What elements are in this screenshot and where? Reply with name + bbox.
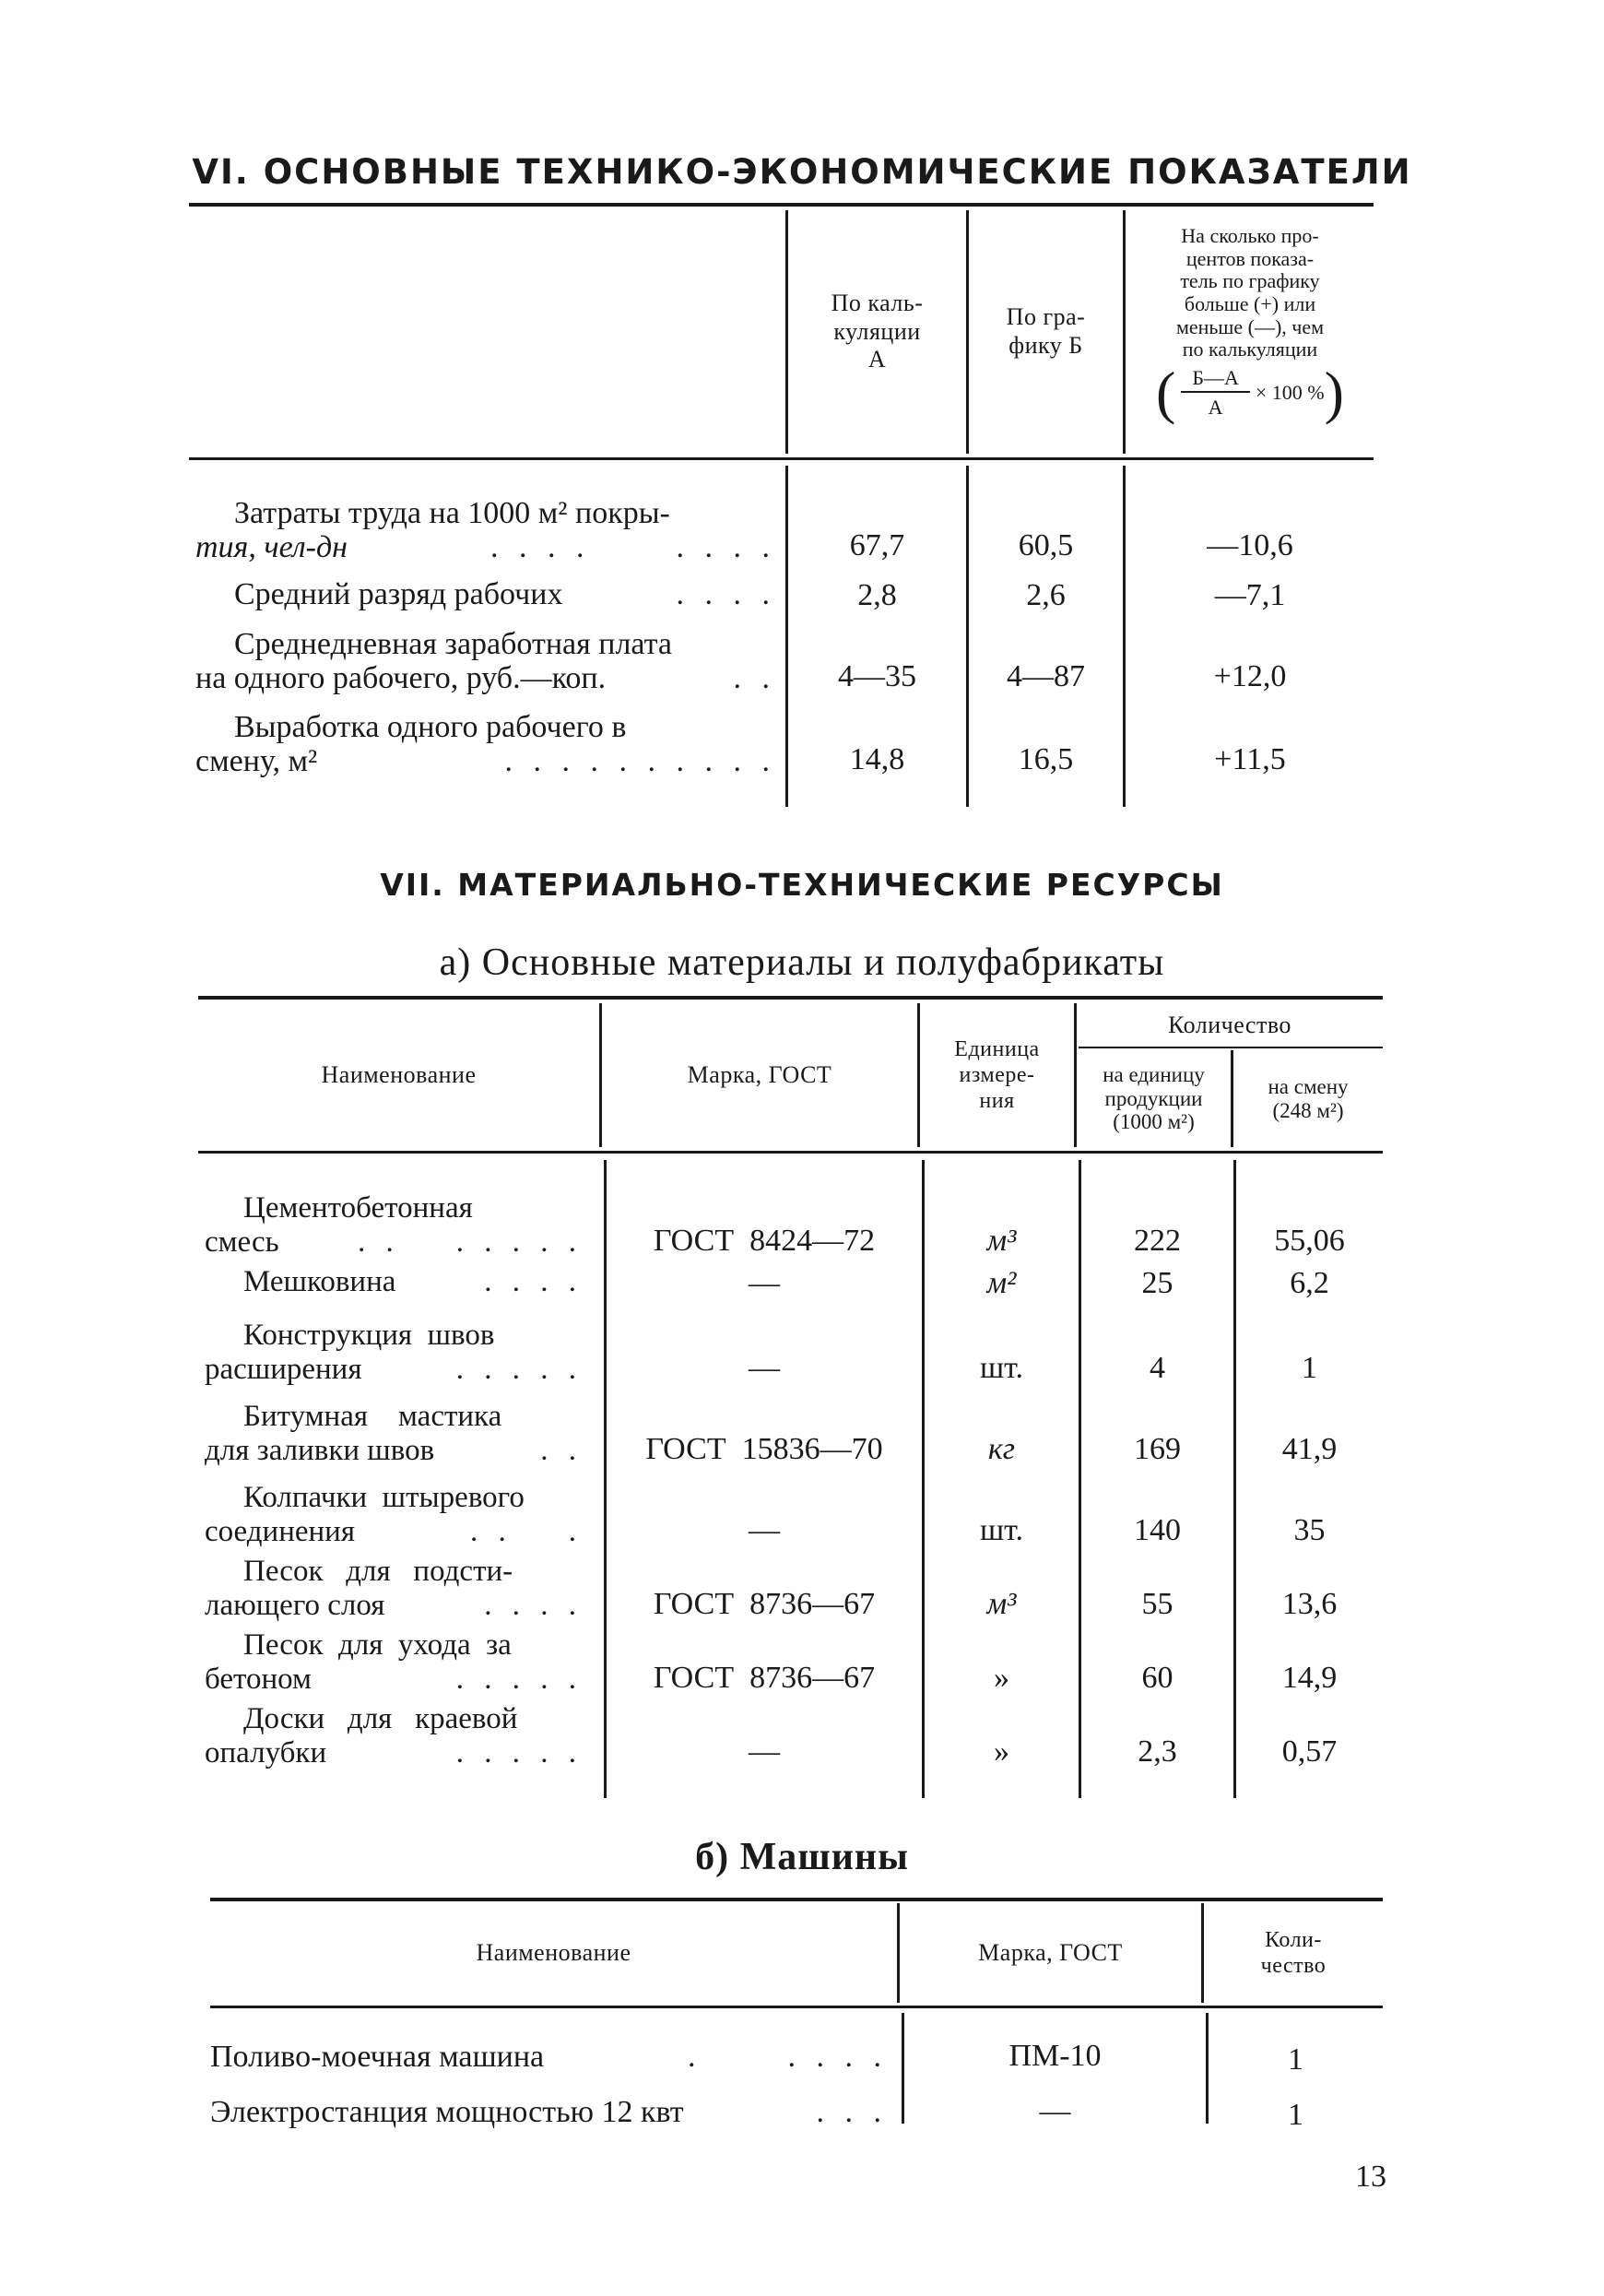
row-text: опалубки bbox=[205, 1736, 327, 1769]
row-text: Конструкция швов bbox=[243, 1319, 495, 1352]
table2-header-rule bbox=[198, 1151, 1383, 1154]
row-text: соединения bbox=[205, 1515, 356, 1548]
row-text: Мешковина bbox=[243, 1265, 396, 1298]
machine-row-name: Поливо-моечная машина . . . . . bbox=[210, 2040, 888, 2074]
col-header-mark: Марка, ГОСТ bbox=[978, 1938, 1123, 1966]
table2-top-rule bbox=[198, 996, 1383, 1000]
material-name: Конструкция швов расширения . . . . . bbox=[205, 1319, 583, 1386]
table1-top-rule bbox=[189, 203, 1374, 207]
col-header-per-unit: на единицу продукции (1000 м²) bbox=[1103, 1062, 1205, 1134]
col-header-qty: Количество bbox=[1168, 1011, 1291, 1038]
material-unit: » bbox=[994, 1660, 1009, 1695]
row-text: Колпачки штыревого bbox=[243, 1481, 525, 1514]
table1-row-name: Затраты труда на 1000 м² покры- тия, чел-дн . . . . . . . . bbox=[195, 496, 776, 564]
material-per-unit: 222 bbox=[1134, 1223, 1181, 1258]
material-name: Доски для краевой опалубки . . . . . bbox=[205, 1702, 583, 1769]
row-text: Затраты труда на 1000 м² покры- bbox=[234, 496, 670, 530]
material-unit: шт. bbox=[980, 1350, 1023, 1385]
table1-value-pct: +11,5 bbox=[1214, 741, 1286, 776]
formula-paren-left: ( bbox=[1156, 359, 1176, 425]
table1-header-rule bbox=[189, 457, 1374, 460]
row-text: Среднедневная заработная плата bbox=[234, 627, 673, 661]
table1-value-b: 4—87 bbox=[1007, 658, 1085, 693]
material-per-unit: 2,3 bbox=[1138, 1734, 1177, 1769]
material-name: Мешковина . . . . bbox=[243, 1265, 583, 1298]
material-per-shift: 35 bbox=[1293, 1512, 1326, 1547]
material-unit: кг bbox=[987, 1431, 1016, 1466]
col-header-name: Наименование bbox=[476, 1938, 631, 1966]
material-per-unit: 55 bbox=[1141, 1586, 1174, 1621]
material-name: Песок для ухода за бетоном . . . . . bbox=[205, 1628, 583, 1696]
percent-formula bbox=[1126, 359, 1374, 425]
machine-row-name: Электростанция мощностью 12 квт . . . bbox=[210, 2095, 888, 2129]
table1-value-b: 16,5 bbox=[1018, 741, 1074, 776]
row-text: Песок для подсти- bbox=[243, 1555, 513, 1588]
material-name: Цементобетонная смесь . . . . . . . bbox=[205, 1191, 583, 1259]
machine-mark: — bbox=[1039, 2093, 1071, 2128]
material-per-shift: 55,06 bbox=[1274, 1223, 1345, 1258]
material-per-unit: 25 bbox=[1141, 1265, 1174, 1300]
row-text: Цементобетонная bbox=[243, 1191, 473, 1225]
formula-denominator: А bbox=[1208, 395, 1223, 419]
material-per-unit: 4 bbox=[1150, 1350, 1165, 1385]
col-header-mark: Марка, ГОСТ bbox=[687, 1060, 832, 1088]
page-number: 13 bbox=[1355, 2160, 1386, 2194]
table1-value-pct: —7,1 bbox=[1214, 577, 1286, 612]
material-name: Битумная мастика для заливки швов . . bbox=[205, 1400, 583, 1467]
machine-mark: ПМ-10 bbox=[1008, 2038, 1102, 2073]
row-text: Поливо-моечная машина bbox=[210, 2040, 545, 2074]
row-text: тия, чел-дн bbox=[195, 530, 348, 564]
material-mark: ГОСТ 8736—67 bbox=[653, 1660, 876, 1695]
table1-value-a: 2,8 bbox=[857, 577, 897, 612]
col-header-chart-b: По гра- фику Б bbox=[1006, 303, 1086, 359]
material-unit: м² bbox=[986, 1265, 1017, 1300]
percent-header-text: На сколько про- центов показа- тель по графику больше (+) или меньше (—), чем по калькуляции bbox=[1175, 224, 1325, 361]
material-mark: — bbox=[749, 1350, 780, 1385]
table1-value-a: 14,8 bbox=[849, 741, 905, 776]
col-header-per-shift: на смену (248 м²) bbox=[1268, 1074, 1349, 1122]
table1-divider bbox=[1123, 466, 1126, 807]
table1-row-name: Средний разряд рабочих . . . . bbox=[234, 577, 776, 611]
row-text: Битумная мастика bbox=[243, 1400, 502, 1433]
material-per-shift: 14,9 bbox=[1281, 1660, 1338, 1695]
table1-row-name: Выработка одного рабочего в смену, м² . . . . . . . . . . bbox=[195, 710, 776, 778]
col-header-percent bbox=[1126, 224, 1374, 425]
col-header-qty: Коли- чество bbox=[1260, 1927, 1327, 1978]
row-text: Средний разряд рабочих bbox=[234, 577, 563, 611]
material-name: Колпачки штыревого соединения . . . bbox=[205, 1481, 583, 1548]
formula-multiplier: × 100 % bbox=[1255, 380, 1325, 404]
table1-value-pct: +12,0 bbox=[1213, 658, 1287, 693]
row-text: Доски для краевой bbox=[243, 1702, 518, 1735]
material-unit: шт. bbox=[980, 1512, 1023, 1547]
table1-value-a: 4—35 bbox=[838, 658, 916, 693]
row-text: лающего слоя bbox=[205, 1589, 385, 1622]
material-unit: » bbox=[994, 1734, 1009, 1769]
material-mark: — bbox=[749, 1265, 780, 1300]
row-text: на одного рабочего, руб.—коп. bbox=[195, 661, 607, 695]
material-per-unit: 60 bbox=[1141, 1660, 1174, 1695]
materials-subtitle: а) Основные материалы и полуфабрикаты bbox=[439, 941, 1165, 984]
table3-top-rule bbox=[210, 1898, 1383, 1901]
row-text: для заливки швов bbox=[205, 1434, 435, 1467]
material-mark: — bbox=[749, 1512, 780, 1547]
material-mark: ГОСТ 15836—70 bbox=[645, 1431, 883, 1466]
formula-paren-right: ) bbox=[1324, 359, 1344, 425]
row-text: Электростанция мощностью 12 квт bbox=[210, 2095, 684, 2129]
row-text: расширения bbox=[205, 1353, 362, 1386]
table1-row-name: Среднедневная заработная плата на одного рабочего, руб.—коп. . . bbox=[195, 627, 776, 695]
material-per-shift: 0,57 bbox=[1281, 1734, 1338, 1769]
section7-title: VII. МАТЕРИАЛЬНО-ТЕХНИЧЕСКИЕ РЕСУРСЫ bbox=[380, 867, 1224, 903]
material-per-unit: 169 bbox=[1134, 1431, 1181, 1466]
section6-title: VI. ОСНОВНЫЕ ТЕХНИКО-ЭКОНОМИЧЕСКИЕ ПОКАЗАТЕЛИ bbox=[192, 152, 1412, 192]
row-text: бетоном bbox=[205, 1663, 312, 1696]
material-mark: — bbox=[749, 1734, 780, 1769]
table1-value-pct: —10,6 bbox=[1207, 527, 1293, 562]
table1-value-b: 2,6 bbox=[1026, 577, 1066, 612]
material-per-shift: 13,6 bbox=[1281, 1586, 1338, 1621]
machine-qty: 1 bbox=[1288, 2097, 1303, 2132]
formula-numerator: Б—А bbox=[1181, 366, 1250, 393]
table1-divider bbox=[1123, 210, 1126, 454]
col-header-calc-a: По каль- куляции А bbox=[831, 289, 924, 373]
material-name: Песок для подсти- лающего слоя . . . . bbox=[205, 1555, 583, 1622]
table2-qty-rule bbox=[1079, 1047, 1383, 1048]
table1-value-a: 67,7 bbox=[849, 527, 905, 562]
material-mark: ГОСТ 8424—72 bbox=[653, 1223, 876, 1258]
row-text: Выработка одного рабочего в bbox=[234, 710, 627, 744]
row-text: смесь bbox=[205, 1225, 279, 1259]
material-mark: ГОСТ 8736—67 bbox=[653, 1586, 876, 1621]
machine-qty: 1 bbox=[1288, 2042, 1303, 2077]
material-per-shift: 1 bbox=[1302, 1350, 1317, 1385]
material-per-shift: 41,9 bbox=[1281, 1431, 1338, 1466]
table3-header-rule bbox=[210, 2006, 1383, 2008]
material-unit: м³ bbox=[986, 1586, 1017, 1621]
col-header-unit: Единица измере- ния bbox=[954, 1036, 1040, 1114]
row-text: Песок для ухода за bbox=[243, 1628, 512, 1662]
formula-fraction bbox=[1181, 366, 1250, 420]
col-header-name: Наименование bbox=[321, 1060, 477, 1088]
machines-subtitle: б) Машины bbox=[695, 1836, 909, 1878]
material-per-shift: 6,2 bbox=[1290, 1265, 1329, 1300]
material-per-unit: 140 bbox=[1134, 1512, 1181, 1547]
row-text: смену, м² bbox=[195, 744, 318, 778]
table1-value-b: 60,5 bbox=[1018, 527, 1074, 562]
material-unit: м³ bbox=[986, 1223, 1017, 1258]
